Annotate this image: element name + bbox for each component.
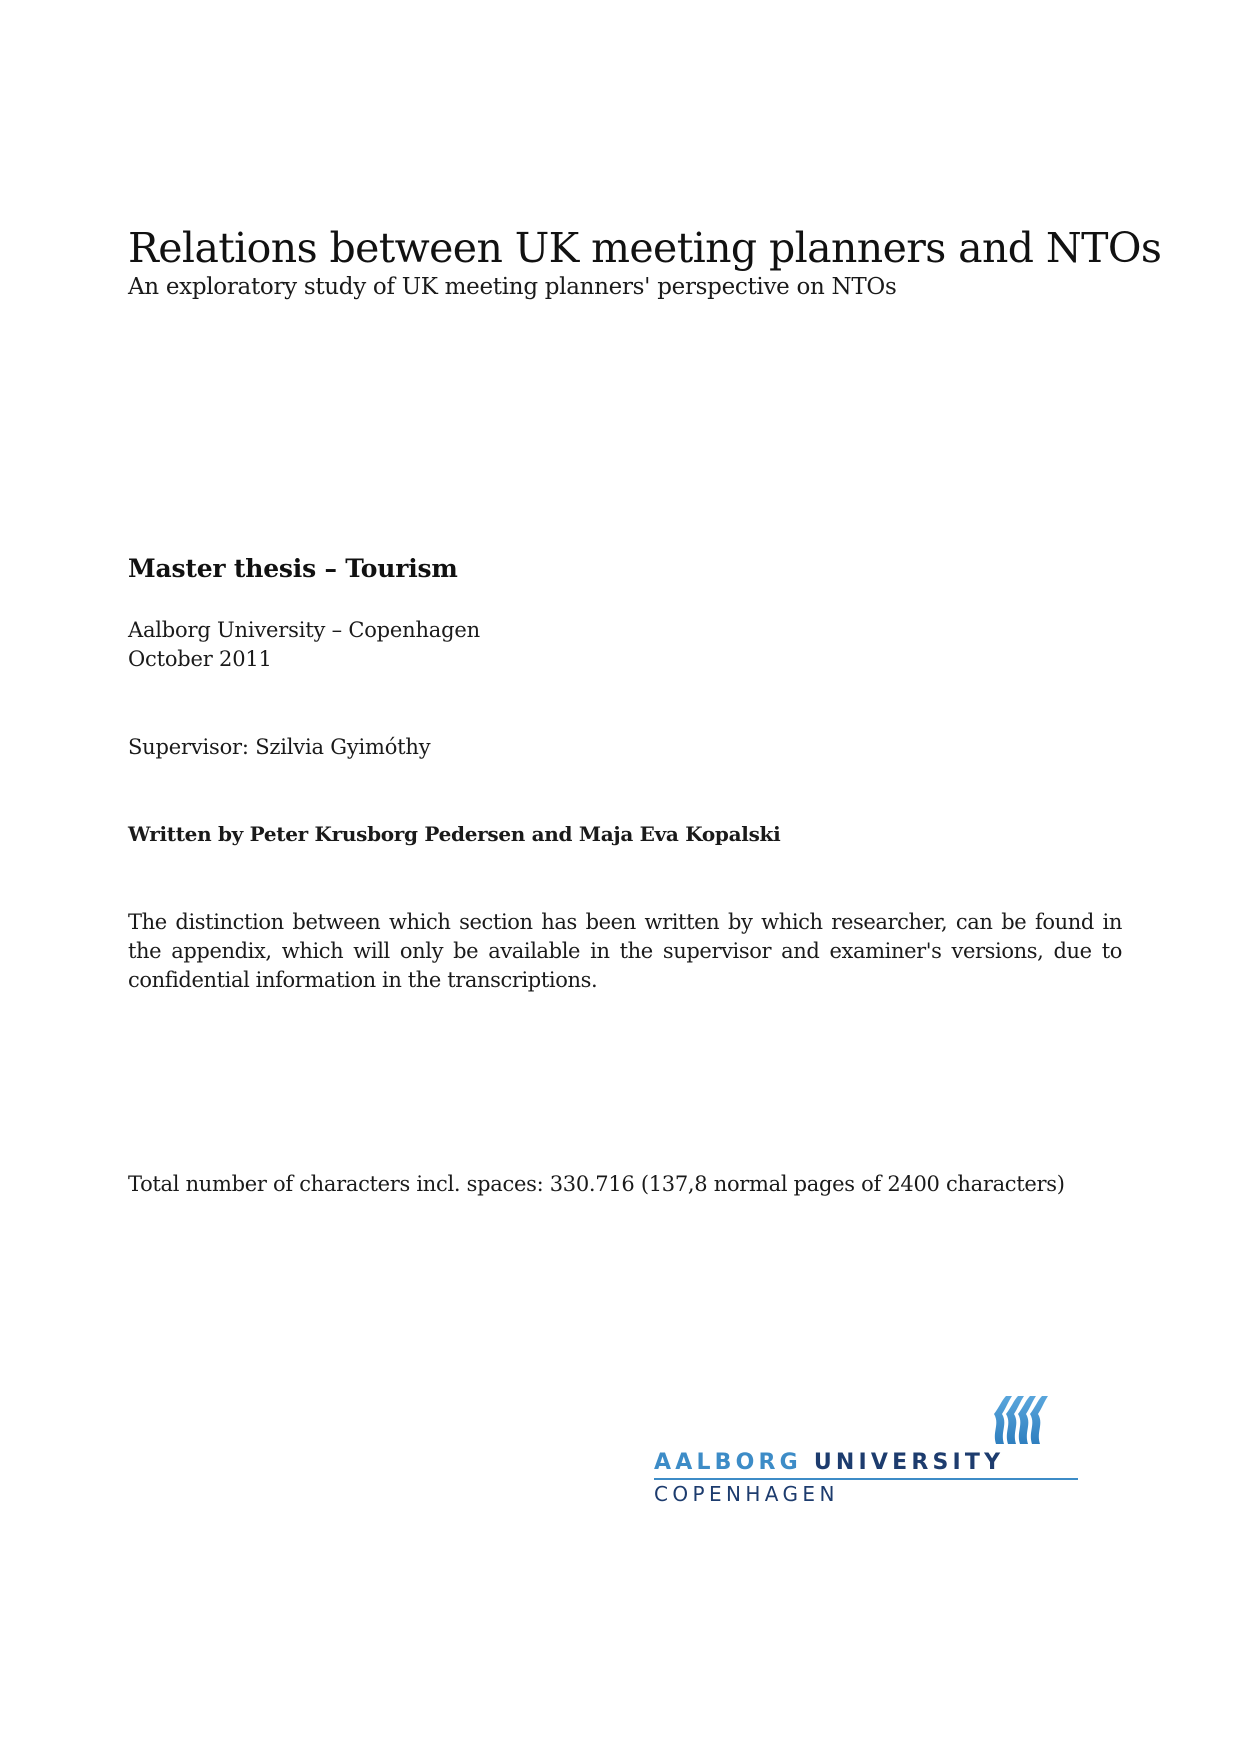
university-name: Aalborg University – Copenhagen: [128, 618, 480, 642]
submission-date: October 2011: [128, 647, 272, 671]
logo-word-aalborg: AALBORG: [654, 1450, 802, 1475]
authorship-note: The distinction between which section has been written by which researcher, can be found in the appendix, which will only be available in the supervisor and examiner's versions, due to confidential information in the transcriptions.: [128, 910, 1122, 992]
document-subtitle: An exploratory study of UK meeting planners' perspective on NTOs: [128, 274, 897, 300]
logo-wordmark: [654, 1450, 1004, 1476]
degree-heading: Master thesis – Tourism: [128, 554, 458, 583]
character-count: Total number of characters incl. spaces: 330.716 (137,8 normal pages of 2400 characters): [128, 1172, 1065, 1196]
authors-line: Written by Peter Krusborg Pedersen and Maja Eva Kopalski: [128, 822, 781, 846]
aalborg-wave-logo-icon: [988, 1396, 1052, 1444]
logo-campus: COPENHAGEN: [654, 1482, 839, 1506]
university-logo: [654, 1396, 1084, 1506]
supervisor-line: Supervisor: Szilvia Gyimóthy: [128, 735, 431, 759]
document-title: Relations between UK meeting planners and NTOs: [128, 224, 1162, 272]
logo-word-university: UNIVERSITY: [813, 1450, 1005, 1475]
logo-divider: [654, 1478, 1078, 1480]
